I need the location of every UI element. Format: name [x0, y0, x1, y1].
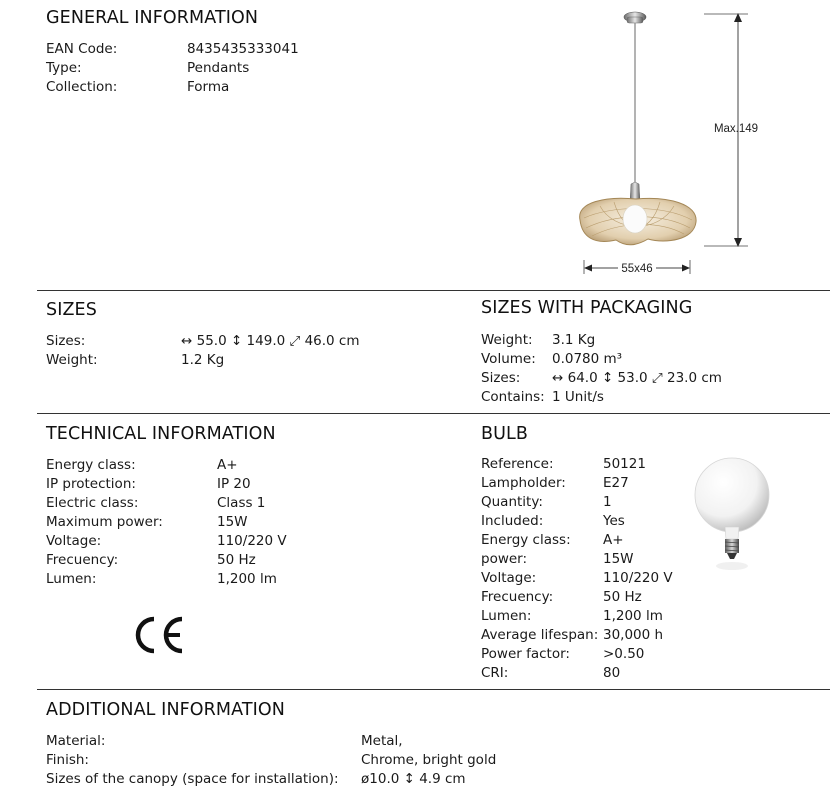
- bulb-label: Quantity:: [481, 494, 543, 510]
- bulb-label: Lumen:: [481, 608, 532, 624]
- bulb-label: Reference:: [481, 456, 554, 472]
- packaging-contains-label: Contains:: [481, 389, 545, 405]
- packaging-row-volume: [481, 350, 821, 369]
- packaging-weight-value: 3.1 Kg: [552, 332, 596, 348]
- bulb-label: Energy class:: [481, 532, 571, 548]
- collection-label: Collection:: [46, 79, 118, 95]
- lamp-shade-icon: [580, 198, 696, 245]
- bulb-value: A+: [603, 532, 624, 548]
- technical-value: Class 1: [217, 495, 266, 511]
- bulb-value: E27: [603, 475, 629, 491]
- ean-value: 8435435333041: [187, 41, 299, 57]
- bulb-value: 30,000 h: [603, 627, 664, 643]
- ean-label: EAN Code:: [46, 41, 118, 57]
- sizes-value: ↔ 55.0 ↕ 149.0 ⤢ 46.0 cm: [181, 333, 360, 349]
- bulb-row: [481, 607, 691, 626]
- sizes-label: Sizes:: [46, 333, 86, 349]
- packaging-contains-value: 1 Unit/s: [552, 389, 604, 405]
- bulb-value: 80: [603, 665, 621, 681]
- bulb-row: [481, 569, 691, 588]
- weight-value: 1.2 Kg: [181, 352, 225, 368]
- technical-value: 110/220 V: [217, 533, 287, 549]
- bulb-value: 1: [603, 494, 612, 510]
- divider-2: [37, 413, 830, 414]
- type-value: Pendants: [187, 60, 250, 76]
- canopy-icon: [624, 12, 646, 23]
- bulb-row: [481, 550, 691, 569]
- bulb-label: CRI:: [481, 665, 509, 681]
- sizes-row-sizes: [46, 332, 446, 351]
- technical-value: 1,200 lm: [217, 571, 277, 587]
- bulb-value: Yes: [603, 513, 625, 529]
- technical-label: Lumen:: [46, 571, 97, 587]
- technical-label: IP protection:: [46, 476, 136, 492]
- bulb-heading: BULB: [481, 424, 528, 444]
- packaging-sizes-label: Sizes:: [481, 370, 521, 386]
- general-row-ean: [46, 40, 366, 59]
- bulb-label: Lampholder:: [481, 475, 566, 491]
- bulb-row: [481, 626, 691, 645]
- additional-row-finish: [46, 751, 546, 770]
- packaging-volume-value: 0.0780 m³: [552, 351, 623, 367]
- technical-label: Electric class:: [46, 495, 139, 511]
- additional-row-canopy: [46, 770, 546, 789]
- canopy-value: ø10.0 ↕ 4.9 cm: [361, 771, 466, 787]
- technical-label: Voltage:: [46, 533, 102, 549]
- technical-row: [46, 551, 446, 570]
- bulb-label: Included:: [481, 513, 544, 529]
- bulb-value: >0.50: [603, 646, 645, 662]
- packaging-row-weight: [481, 331, 821, 350]
- bulb-value: 50 Hz: [603, 589, 642, 605]
- bulb-label: Power factor:: [481, 646, 570, 662]
- technical-row: [46, 513, 446, 532]
- finish-label: Finish:: [46, 752, 89, 768]
- technical-row: [46, 532, 446, 551]
- weight-label: Weight:: [46, 352, 98, 368]
- bulb-row: [481, 664, 691, 683]
- width-dimension-label: 55x46: [621, 263, 653, 275]
- bulb-row: [481, 531, 691, 550]
- ce-mark-icon: [130, 614, 188, 656]
- packaging-row-contains: [481, 388, 821, 407]
- technical-heading: TECHNICAL INFORMATION: [46, 424, 276, 444]
- canopy-label: Sizes of the canopy (space for installation):: [46, 771, 339, 787]
- pendant-lamp-drawing: [570, 6, 780, 282]
- technical-label: Maximum power:: [46, 514, 163, 530]
- technical-label: Frecuency:: [46, 552, 119, 568]
- technical-value: 15W: [217, 514, 248, 530]
- divider-1: [37, 290, 830, 291]
- finish-value: Chrome, bright gold: [361, 752, 497, 768]
- additional-row-material: [46, 732, 546, 751]
- technical-row: [46, 456, 446, 475]
- packaging-volume-label: Volume:: [481, 351, 536, 367]
- packaging-sizes-value: ↔ 64.0 ↕ 53.0 ⤢ 23.0 cm: [552, 370, 722, 386]
- general-row-collection: [46, 78, 366, 97]
- bulb-row: [481, 512, 691, 531]
- material-label: Material:: [46, 733, 106, 749]
- bulb-label: Average lifespan:: [481, 627, 599, 643]
- technical-value: IP 20: [217, 476, 251, 492]
- bulb-row: [481, 474, 691, 493]
- bulb-row: [481, 455, 691, 474]
- bulb-row: [481, 588, 691, 607]
- technical-row: [46, 475, 446, 494]
- technical-row: [46, 570, 446, 589]
- height-dimension-label: Max.149: [713, 123, 759, 135]
- technical-row: [46, 494, 446, 513]
- bulb-label: Voltage:: [481, 570, 537, 586]
- bulb-value: 110/220 V: [603, 570, 673, 586]
- bulb-value: 50121: [603, 456, 646, 472]
- technical-label: Energy class:: [46, 457, 136, 473]
- sizes-row-weight: [46, 351, 446, 370]
- general-info-heading: GENERAL INFORMATION: [46, 8, 259, 28]
- packaging-heading: SIZES WITH PACKAGING: [481, 298, 693, 318]
- bulb-value: 15W: [603, 551, 634, 567]
- bulb-value: 1,200 lm: [603, 608, 663, 624]
- additional-heading: ADDITIONAL INFORMATION: [46, 700, 285, 720]
- general-row-type: [46, 59, 366, 78]
- technical-value: A+: [217, 457, 238, 473]
- bulb-label: power:: [481, 551, 528, 567]
- packaging-weight-label: Weight:: [481, 332, 533, 348]
- packaging-row-sizes: [481, 369, 821, 388]
- bulb-label: Frecuency:: [481, 589, 554, 605]
- divider-3: [37, 689, 830, 690]
- bulb-row: [481, 645, 691, 664]
- collection-value: Forma: [187, 79, 230, 95]
- type-label: Type:: [46, 60, 82, 76]
- globe-bulb-icon: [692, 453, 772, 575]
- material-value: Metal,: [361, 733, 403, 749]
- technical-value: 50 Hz: [217, 552, 256, 568]
- sizes-heading: SIZES: [46, 300, 97, 320]
- bulb-row: [481, 493, 691, 512]
